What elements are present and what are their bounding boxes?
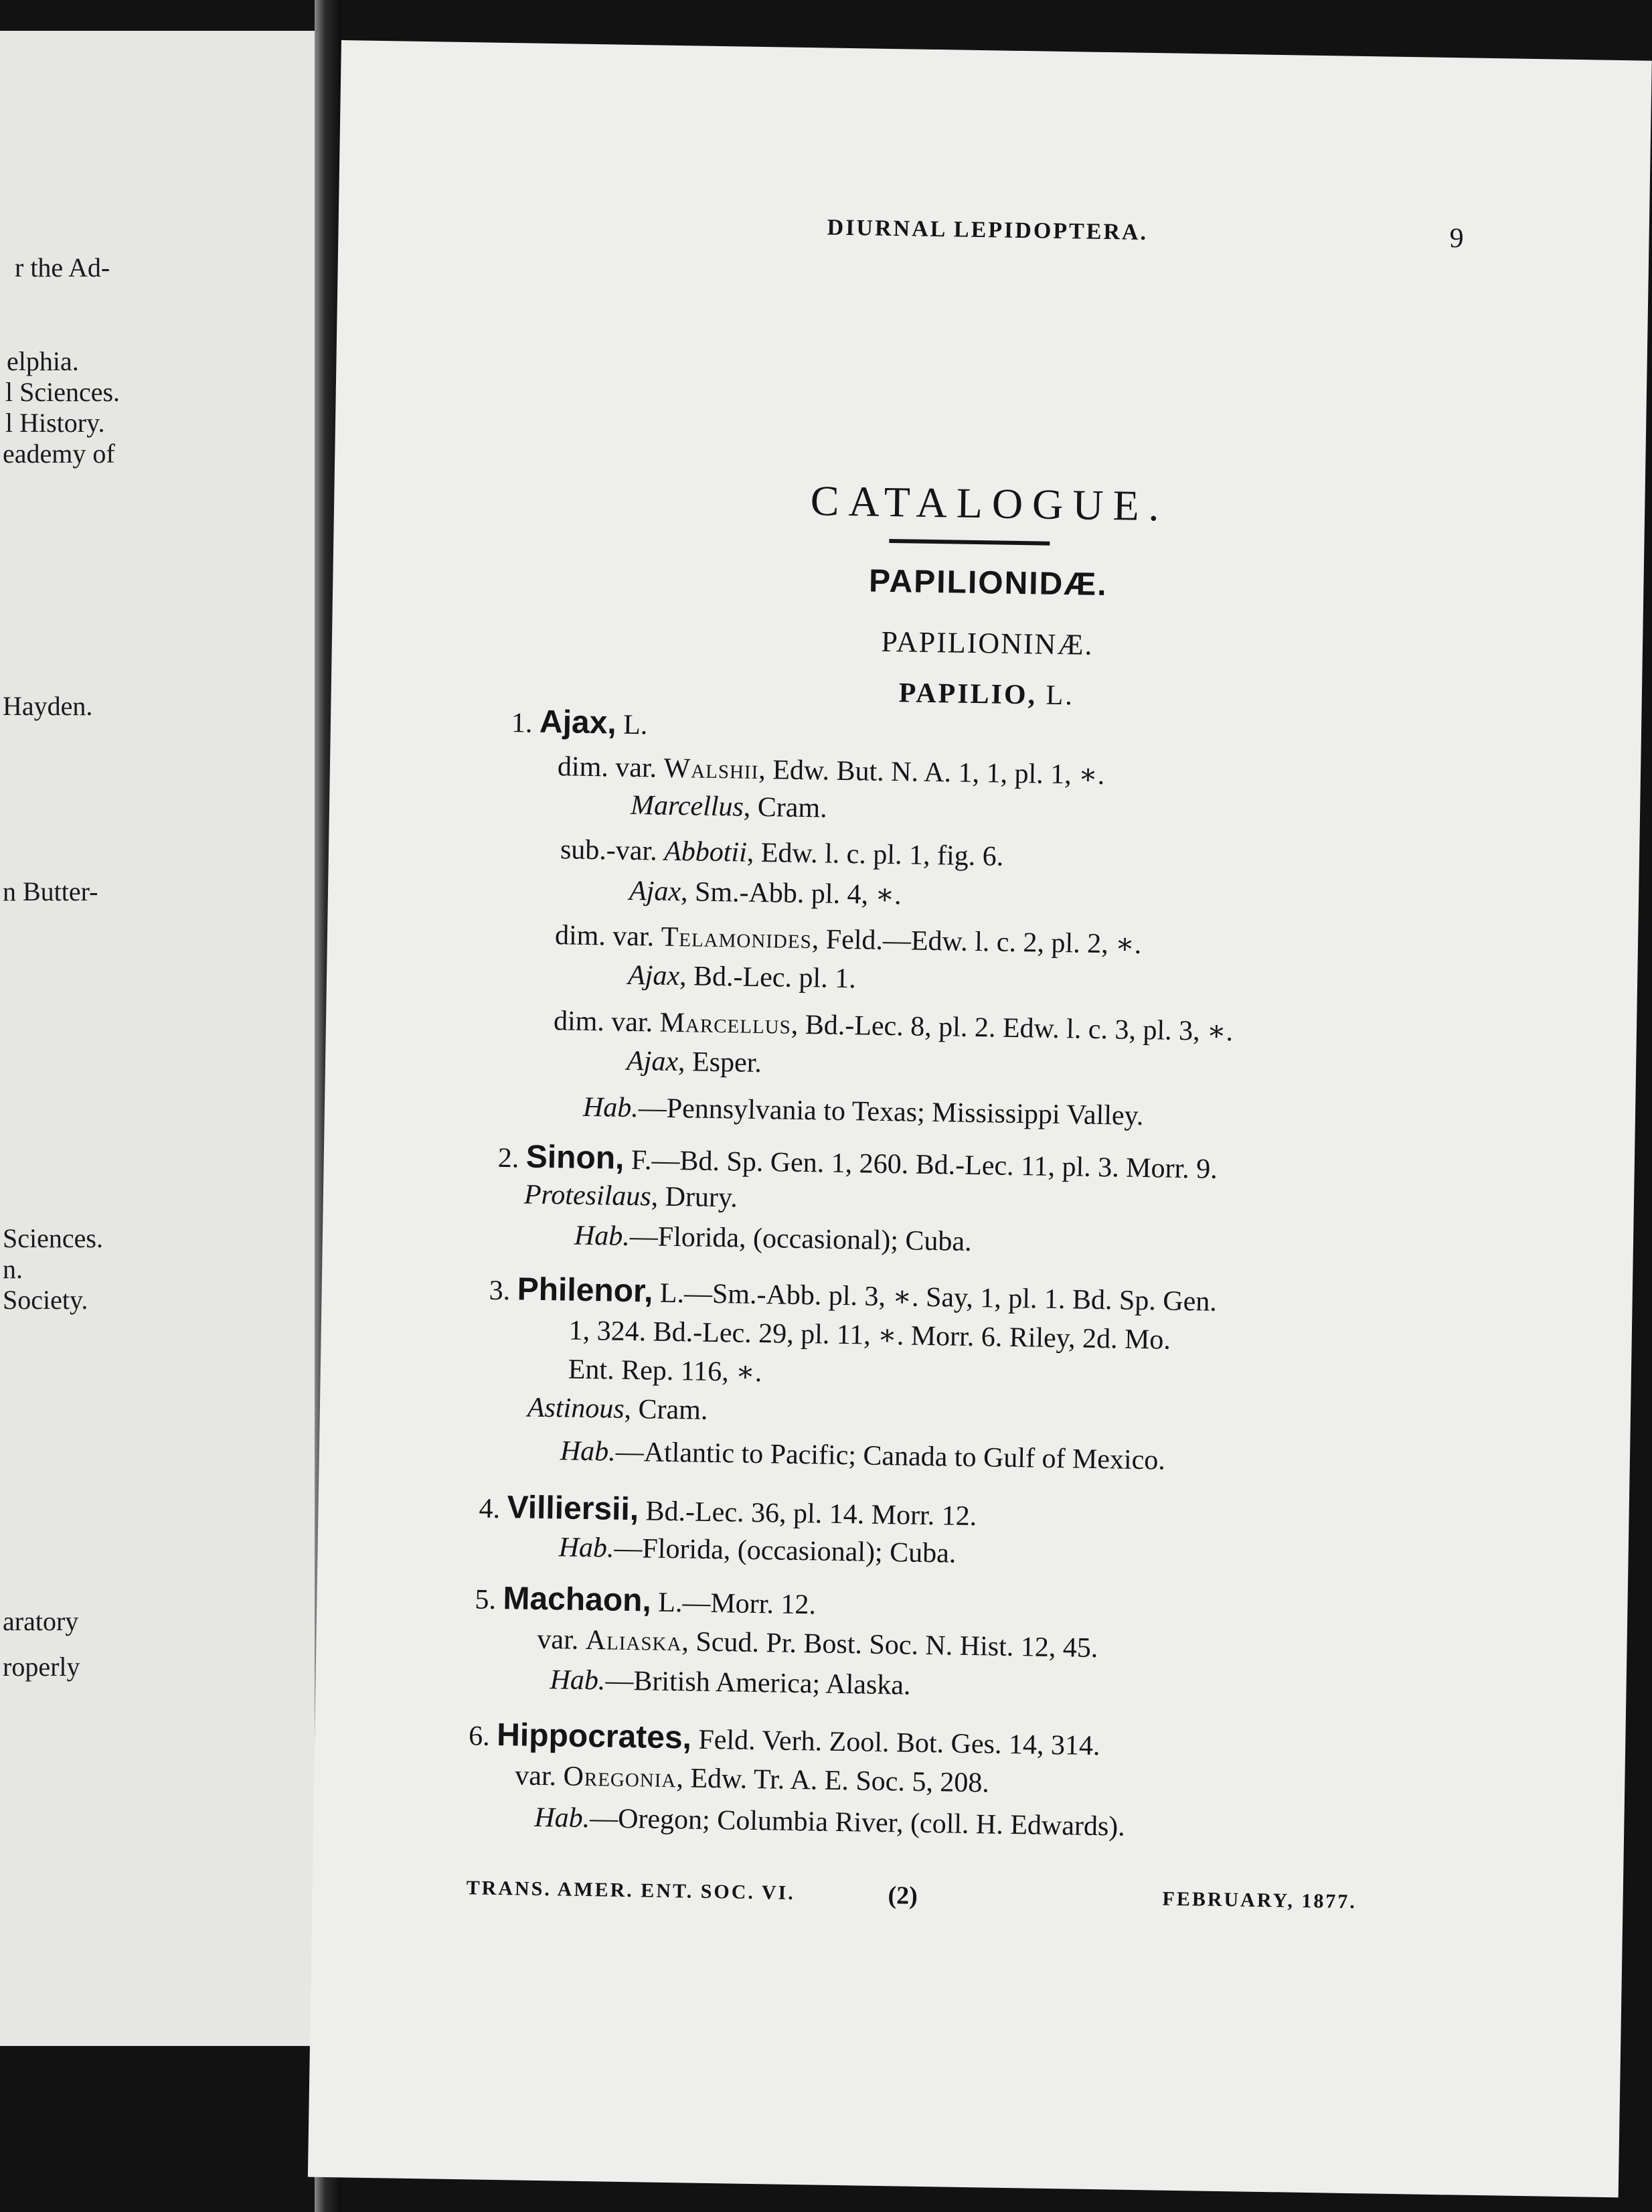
page-number: 9 [1449, 223, 1464, 254]
habitat-label: Hab. [558, 1532, 614, 1564]
synonym-reference: , Esper. [677, 1046, 762, 1079]
synonym-reference: , Cram. [624, 1393, 708, 1426]
synonym-name: Ajax [629, 875, 681, 908]
habitat-text: —Pennsylvania to Texas; Mississippi Valley. [638, 1093, 1144, 1132]
facing-page-fragment: l Sciences. [5, 377, 120, 407]
habitat-label: Hab. [533, 1802, 590, 1834]
habitat-label: Hab. [574, 1220, 631, 1252]
facing-page [0, 31, 315, 2046]
species-name: Hippocrates, [496, 1717, 692, 1756]
variety-line [515, 1759, 989, 1799]
synonym-reference: , Drury. [651, 1181, 738, 1214]
habitat-text: —British America; Alaska. [605, 1665, 911, 1701]
variety-line [558, 749, 1105, 791]
species-name: Villiersii, [507, 1490, 639, 1528]
synonym-reference: , Bd.-Lec. pl. 1. [679, 961, 857, 995]
facing-page-fragment: aratory [3, 1606, 79, 1636]
synonym-reference: , Cram. [743, 791, 827, 824]
species-entry-machaon [475, 1579, 816, 1622]
synonym-line [628, 959, 856, 995]
signature-mark: (2) [888, 1881, 918, 1910]
synonym-line [627, 1045, 762, 1079]
species-name: Sinon, [525, 1139, 625, 1176]
species-entry-ajax [511, 703, 648, 742]
synonym-line [631, 789, 827, 825]
facing-page-fragment: l History. [5, 408, 105, 438]
species-authority: F.—Bd. Sp. Gen. 1, 260. Bd.-Lec. 11, pl. 3. Morr. 9. [624, 1144, 1218, 1185]
variety-prefix: dim. var. [557, 751, 664, 784]
species-authority: L.—Morr. 12. [651, 1587, 817, 1621]
habitat-line [550, 1664, 911, 1701]
facing-page-fragment: elphia. [7, 346, 79, 376]
catalogue-page [308, 40, 1652, 2197]
date-footer: FEBRUARY, 1877. [1162, 1887, 1357, 1913]
variety-prefix: var. [514, 1760, 564, 1792]
habitat-line [583, 1091, 1144, 1132]
synonym-line [527, 1392, 708, 1427]
variety-line [560, 834, 1004, 872]
habitat-label: Hab. [550, 1664, 606, 1696]
habitat-line [560, 1435, 1166, 1476]
synonym-reference: , Sm.-Abb. pl. 4, ∗. [680, 876, 902, 911]
synonym-name: Astinous [527, 1392, 625, 1425]
variety-reference: , Bd.-Lec. 8, pl. 2. Edw. l. c. 3, pl. 3, ∗. [791, 1009, 1234, 1048]
species-authority: Bd.-Lec. 36, pl. 14. Morr. 12. [638, 1496, 977, 1532]
habitat-text: —Atlantic to Pacific; Canada to Gulf of Mexico. [615, 1436, 1166, 1476]
variety-prefix: sub.-var. [560, 834, 665, 867]
habitat-text: —Oregon; Columbia River, (coll. H. Edwards). [589, 1803, 1126, 1842]
variety-prefix: dim. var. [554, 920, 662, 953]
reference-line: Ent. Rep. 116, ∗. [568, 1354, 762, 1389]
variety-prefix: var. [537, 1624, 586, 1656]
habitat-label: Hab. [582, 1091, 639, 1124]
variety-line [555, 918, 1142, 961]
entry-number: 4. [479, 1493, 501, 1524]
reference-line: 1, 324. Bd.-Lec. 29, pl. 11, ∗. Morr. 6. Riley, 2d. Mo. [568, 1315, 1171, 1356]
facing-page-fragment: n. [3, 1254, 23, 1284]
variety-reference: , Edw. l. c. pl. 1, fig. 6. [746, 837, 1004, 872]
species-entry-sinon [497, 1138, 1218, 1186]
habitat-label: Hab. [560, 1435, 616, 1468]
species-name: Philenor, [517, 1271, 653, 1310]
facing-page-fragment: roperly [3, 1652, 80, 1682]
species-entry-philenor [489, 1271, 1217, 1319]
facing-page-fragment: r the Ad- [15, 252, 110, 283]
entry-number: 1. [511, 708, 533, 739]
species-entry-villiersii [479, 1489, 977, 1534]
variety-name: Walshii [663, 753, 759, 785]
variety-reference: , Scud. Pr. Bost. Soc. N. Hist. 12, 45. [681, 1626, 1098, 1664]
entry-number: 5. [475, 1584, 497, 1615]
journal-footer: TRANS. AMER. ENT. SOC. VI. [466, 1877, 796, 1904]
species-name: Machaon, [503, 1581, 652, 1619]
habitat-line [574, 1220, 972, 1258]
subfamily-heading: PAPILIONINÆ. [881, 625, 1094, 661]
habitat-line [534, 1802, 1125, 1843]
entry-number: 2. [497, 1142, 519, 1174]
variety-line [537, 1624, 1098, 1664]
variety-prefix: dim. var. [553, 1006, 661, 1038]
variety-reference: , Edw. Tr. A. E. Soc. 5, 208. [676, 1763, 990, 1799]
variety-name: Oregonia [563, 1761, 677, 1794]
species-name: Ajax, [539, 704, 617, 741]
family-heading: PAPILIONIDÆ. [868, 563, 1108, 603]
species-entry-hippocrates [469, 1716, 1100, 1763]
variety-line [554, 1004, 1234, 1048]
variety-name: Abbotii [663, 836, 748, 868]
synonym-name: Protesilaus [523, 1179, 652, 1212]
synonym-name: Ajax [626, 1045, 679, 1078]
habitat-line [558, 1531, 956, 1569]
title-rule [889, 539, 1050, 546]
entry-number: 6. [468, 1721, 491, 1752]
variety-reference: , Edw. But. N. A. 1, 1, pl. 1, ∗. [758, 754, 1105, 791]
facing-page-fragment: eademy of [3, 439, 115, 469]
species-authority: L. [616, 709, 648, 741]
variety-name: Aliaska [585, 1625, 682, 1658]
genus-author: L. [1046, 680, 1075, 712]
variety-name: Telamonides [661, 921, 813, 955]
synonym-line [524, 1179, 738, 1214]
facing-page-fragment: n Butter- [3, 876, 98, 906]
synonym-line [629, 874, 902, 911]
catalogue-title: CATALOGUE. [810, 477, 1169, 530]
variety-reference: , Feld.—Edw. l. c. 2, pl. 2, ∗. [811, 924, 1142, 960]
facing-page-fragment: Society. [3, 1285, 88, 1315]
entry-number: 3. [489, 1275, 511, 1307]
habitat-text: —Florida, (occasional); Cuba. [629, 1220, 973, 1258]
facing-page-fragment: Hayden. [3, 691, 93, 721]
synonym-name: Ajax [627, 959, 680, 992]
species-authority: L.—Sm.-Abb. pl. 3, ∗. Say, 1, pl. 1. Bd. Sp. Gen. [653, 1277, 1218, 1318]
genus-name: PAPILIO, [898, 678, 1038, 711]
facing-page-fragment: Sciences. [3, 1223, 103, 1253]
running-title: DIURNAL LEPIDOPTERA. [827, 215, 1149, 245]
species-authority: Feld. Verh. Zool. Bot. Ges. 14, 314. [691, 1724, 1100, 1762]
habitat-text: —Florida, (occasional); Cuba. [614, 1532, 957, 1569]
synonym-name: Marcellus [630, 789, 744, 823]
variety-name: Marcellus [659, 1007, 792, 1040]
